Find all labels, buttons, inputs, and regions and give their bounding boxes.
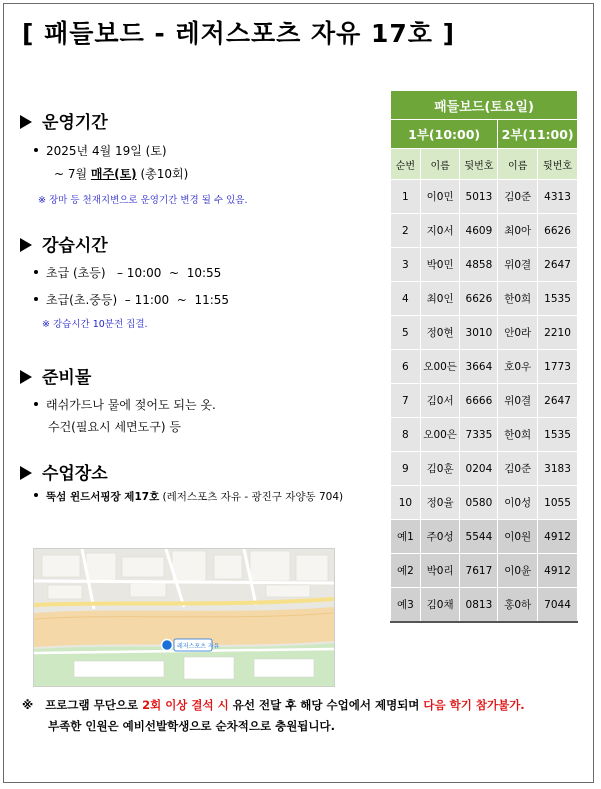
cell-number-1: 7335 bbox=[460, 418, 498, 452]
cell-name-2: 안0라 bbox=[498, 316, 538, 350]
time-note: ※ 강습시간 10분전 집결. bbox=[42, 319, 148, 330]
period-end-prefix: ~ 7월 bbox=[54, 167, 91, 181]
bullet-icon bbox=[34, 297, 38, 301]
cell-name-2: 한0희 bbox=[498, 282, 538, 316]
cell-name-2: 홍0하 bbox=[498, 588, 538, 623]
cell-no: 예2 bbox=[391, 554, 421, 588]
cell-number-1: 4609 bbox=[460, 214, 498, 248]
cell-name-2: 최0아 bbox=[498, 214, 538, 248]
cell-name-1: 김0채 bbox=[420, 588, 460, 623]
cell-number-2: 2210 bbox=[538, 316, 578, 350]
cell-name-2: 김0준 bbox=[498, 452, 538, 486]
footer-text-a: 프로그램 무단으로 bbox=[45, 698, 143, 712]
cell-number-2: 4313 bbox=[538, 180, 578, 214]
cell-name-2: 김0준 bbox=[498, 180, 538, 214]
place-detail: (레저스포츠 자유 - 광진구 자양동 704) bbox=[159, 491, 344, 503]
cell-name-1: 정0현 bbox=[420, 316, 460, 350]
section-time-title: 강습시간 bbox=[42, 236, 108, 256]
section-period-title: 운영기간 bbox=[42, 113, 108, 133]
cell-name-2: 위0결 bbox=[498, 384, 538, 418]
cell-number-2: 6626 bbox=[538, 214, 578, 248]
table-row bbox=[391, 214, 578, 248]
location-map[interactable] bbox=[33, 548, 335, 687]
cell-number-2: 2647 bbox=[538, 384, 578, 418]
period-weekly: 매주(토) bbox=[90, 167, 137, 181]
time-session-1-text: 초급 (초등) – 10:00 ~ 10:55 bbox=[46, 266, 222, 280]
triangle-bullet-icon bbox=[20, 238, 32, 252]
col-header-name-1: 이름 bbox=[420, 149, 460, 180]
period-count: (총10회) bbox=[136, 167, 189, 181]
section-prep-heading bbox=[20, 363, 91, 388]
table-row bbox=[391, 350, 578, 384]
map-graphic bbox=[34, 549, 334, 686]
table-title: 패들보드(토요일) bbox=[391, 91, 578, 120]
triangle-bullet-icon bbox=[20, 466, 32, 480]
bullet-icon bbox=[34, 270, 38, 274]
cell-number-1: 5013 bbox=[460, 180, 498, 214]
col-header-number-2: 뒷번호 bbox=[538, 149, 578, 180]
footer-warning-absence: 2회 이상 결석 시 bbox=[142, 698, 229, 712]
cell-name-1: 김0서 bbox=[420, 384, 460, 418]
cell-number-1: 4858 bbox=[460, 248, 498, 282]
cell-number-1: 6666 bbox=[460, 384, 498, 418]
footer-line-1 bbox=[22, 697, 525, 713]
roster-table bbox=[390, 90, 578, 623]
prep-item-1-text: 래쉬가드나 물에 젖어도 되는 옷. bbox=[46, 398, 216, 412]
triangle-bullet-icon bbox=[20, 115, 32, 129]
cell-name-2: 호0우 bbox=[498, 350, 538, 384]
cell-number-2: 1535 bbox=[538, 418, 578, 452]
section-place-heading bbox=[20, 459, 108, 484]
bullet-icon bbox=[34, 148, 38, 152]
section-period-heading bbox=[20, 108, 108, 133]
cell-name-1: 최0인 bbox=[420, 282, 460, 316]
table-header-row bbox=[391, 149, 578, 180]
time-session-2-text: 초급(초.중등) – 11:00 ~ 11:55 bbox=[46, 293, 230, 307]
cell-number-2: 7044 bbox=[538, 588, 578, 623]
cell-number-1: 3010 bbox=[460, 316, 498, 350]
section-prep-title: 준비물 bbox=[42, 368, 92, 388]
table-row bbox=[391, 588, 578, 623]
col-header-number-1: 뒷번호 bbox=[460, 149, 498, 180]
time-session-2 bbox=[34, 291, 229, 308]
col-header-no: 순번 bbox=[391, 149, 421, 180]
place-address bbox=[34, 489, 343, 504]
cell-name-1: 주0성 bbox=[420, 520, 460, 554]
prep-item-2: 수건(필요시 세면도구) 등 bbox=[48, 420, 181, 434]
triangle-bullet-icon bbox=[20, 370, 32, 384]
cell-number-1: 3664 bbox=[460, 350, 498, 384]
period-start bbox=[34, 142, 167, 159]
table-row bbox=[391, 384, 578, 418]
table-row bbox=[391, 248, 578, 282]
table-row bbox=[391, 520, 578, 554]
footer-text-c: 유선 전달 후 해당 수업에서 제명되며 bbox=[228, 698, 424, 712]
cell-name-1: 오00든 bbox=[420, 350, 460, 384]
cell-number-2: 1773 bbox=[538, 350, 578, 384]
bullet-icon bbox=[34, 493, 38, 497]
cell-number-1: 0813 bbox=[460, 588, 498, 623]
table-row bbox=[391, 418, 578, 452]
cell-no: 2 bbox=[391, 214, 421, 248]
cell-name-2: 위0결 bbox=[498, 248, 538, 282]
table-row bbox=[391, 282, 578, 316]
cell-no: 7 bbox=[391, 384, 421, 418]
cell-no: 1 bbox=[391, 180, 421, 214]
page-title: [ 패들보드 - 레저스포츠 자유 17호 ] bbox=[22, 19, 456, 48]
cell-number-1: 7617 bbox=[460, 554, 498, 588]
table-row bbox=[391, 180, 578, 214]
cell-number-2: 4912 bbox=[538, 520, 578, 554]
cell-number-1: 5544 bbox=[460, 520, 498, 554]
cell-no: 예3 bbox=[391, 588, 421, 623]
cell-no: 10 bbox=[391, 486, 421, 520]
table-row bbox=[391, 554, 578, 588]
period-start-text: 2025년 4월 19일 (토) bbox=[46, 144, 167, 158]
cell-number-1: 0204 bbox=[460, 452, 498, 486]
cell-number-2: 3183 bbox=[538, 452, 578, 486]
cell-name-1: 이0민 bbox=[420, 180, 460, 214]
cell-name-1: 정0율 bbox=[420, 486, 460, 520]
cell-name-2: 이0원 bbox=[498, 520, 538, 554]
cell-no: 6 bbox=[391, 350, 421, 384]
cell-number-1: 0580 bbox=[460, 486, 498, 520]
cell-no: 8 bbox=[391, 418, 421, 452]
footer-mark: ※ bbox=[22, 698, 34, 712]
cell-no: 5 bbox=[391, 316, 421, 350]
time-session-1 bbox=[34, 264, 221, 281]
cell-name-1: 오00은 bbox=[420, 418, 460, 452]
cell-name-1: 지0서 bbox=[420, 214, 460, 248]
col-header-name-2: 이름 bbox=[498, 149, 538, 180]
bullet-icon bbox=[34, 402, 38, 406]
cell-number-2: 1535 bbox=[538, 282, 578, 316]
cell-number-1: 6626 bbox=[460, 282, 498, 316]
footer-line-2: 부족한 인원은 예비선발학생으로 순차적으로 충원됩니다. bbox=[48, 719, 335, 733]
section-place-title: 수업장소 bbox=[42, 464, 108, 484]
cell-name-2: 이0윤 bbox=[498, 554, 538, 588]
cell-number-2: 1055 bbox=[538, 486, 578, 520]
table-row bbox=[391, 316, 578, 350]
cell-name-2: 이0성 bbox=[498, 486, 538, 520]
cell-name-1: 김0훈 bbox=[420, 452, 460, 486]
cell-no: 3 bbox=[391, 248, 421, 282]
table-row bbox=[391, 452, 578, 486]
cell-no: 예1 bbox=[391, 520, 421, 554]
place-name: 뚝섬 윈드서핑장 제17호 bbox=[46, 491, 160, 503]
prep-item-1 bbox=[34, 396, 216, 413]
table-row bbox=[391, 486, 578, 520]
table-part-2: 2부(11:00) bbox=[498, 120, 578, 149]
footer-warning-next-term: 다음 학기 참가불가. bbox=[423, 698, 525, 712]
period-end bbox=[54, 165, 188, 182]
cell-number-2: 4912 bbox=[538, 554, 578, 588]
cell-no: 4 bbox=[391, 282, 421, 316]
cell-no: 9 bbox=[391, 452, 421, 486]
cell-number-2: 2647 bbox=[538, 248, 578, 282]
cell-name-2: 한0희 bbox=[498, 418, 538, 452]
table-part-1: 1부(10:00) bbox=[391, 120, 498, 149]
map-marker-label: 레저스포츠 자유 bbox=[177, 643, 220, 650]
cell-name-1: 박0민 bbox=[420, 248, 460, 282]
section-time-heading bbox=[20, 231, 108, 256]
cell-name-1: 박0리 bbox=[420, 554, 460, 588]
period-note: ※ 장마 등 천재지변으로 운영기간 변경 될 수 있음. bbox=[38, 195, 248, 206]
